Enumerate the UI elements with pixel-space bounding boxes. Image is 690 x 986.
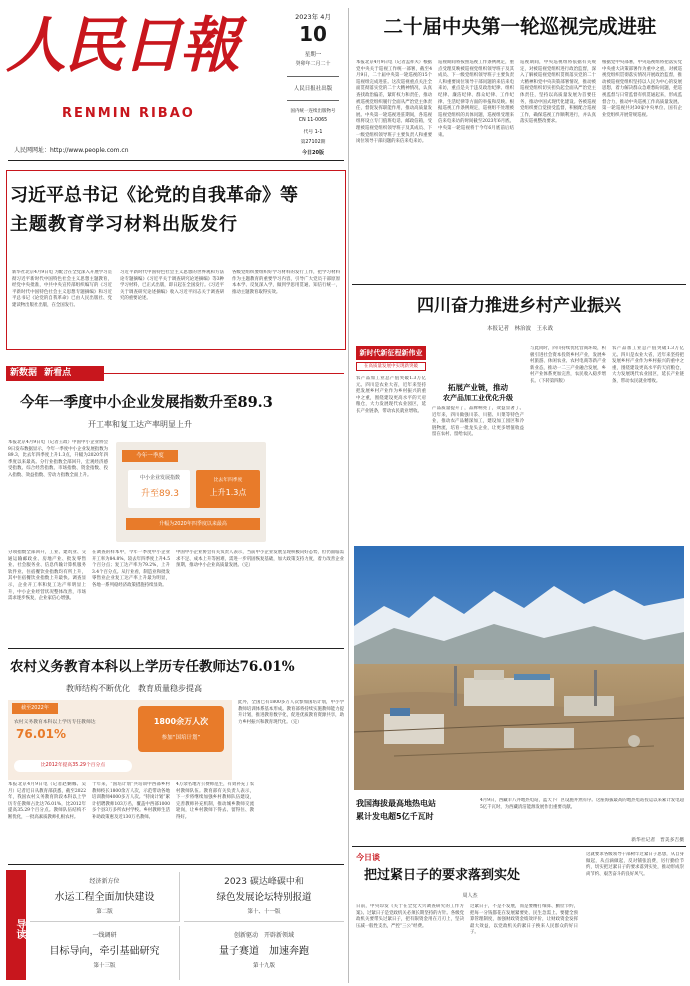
photo-caption-title-2: 累计发电超5亿千瓦时 — [356, 812, 434, 821]
issue-code: 代号 1-1 — [303, 130, 323, 135]
sichuan-banner-1: 新时代新征程新伟业 — [356, 346, 426, 360]
teacher-card-compare: 比2012年提高35.29个百分点 — [14, 760, 132, 772]
today-headline[interactable]: 把过紧日子的要求落到实处 — [364, 868, 521, 883]
guide-item-2-page: 第十、十一版 — [247, 909, 281, 915]
guide-item-1[interactable] — [30, 872, 180, 922]
teacher-subtitle: 教师结构不断优化 教育质量稳步提高 — [66, 684, 202, 693]
cn-number: CN 11-0065 — [298, 118, 328, 123]
photo-credit: 新华社记者 晋美多吉摄 — [631, 838, 684, 843]
guide-item-3[interactable] — [30, 926, 180, 980]
guide-label: 导读 — [6, 870, 26, 980]
teacher-col-2: 十年来，“国培计划”共培训中西部乡村教师校长1800余万人次，示范带动各地培训教师4000多万人次。“特岗计划”累计招聘教师103万名，覆盖中西部1000多个县3万多所农村学校。乡村教师生活补助政策惠及近130万名教师。 — [92, 782, 170, 820]
date-lunar: 癸卯年二月二十 — [295, 61, 331, 67]
sme-index-value: 升至89.3 — [140, 489, 180, 499]
sichuan-headline[interactable]: 四川奋力推进乡村产业振兴 — [417, 296, 621, 316]
section-tag-label-1: 新数据 — [10, 368, 38, 378]
date-day: 10 — [299, 22, 327, 46]
top-story-col-3: 各级党组织要组织好学习材料的发行工作，把学习材料作为主题教育的重要学习内容，引导广大党员干部原原本本学、反复深入学，做到学思用贯通、知信行统一，推动主题教育取得实效。 — [232, 270, 340, 295]
teacher-bubble — [138, 706, 224, 752]
guide-item-4[interactable] — [184, 926, 344, 980]
site-url[interactable]: 人民网网址：http://www.people.com.cn — [14, 147, 129, 154]
sme-note: 升幅为2020年四季度以来最高 — [126, 518, 260, 530]
lead-col-4: 根据党中央部署，中央巡视组将把落实党中央重大决策部署作为重中之重，对被巡视党组织贯彻落实情况开展政治监督，推动被巡视党组织坚持以人民为中心的发展思想，着力解决群众急难愁盼问题，把巡视监督与日常监督有机贯通起来，形成监督合力，推动中央巡视工作高质量发展。第一轮巡视共对30家中央单位、国有企业党组织开展常规巡视。 — [602, 60, 682, 118]
publisher: 人民日报社出版 — [293, 86, 333, 92]
sme-mom-value: 上升1.3点 — [209, 488, 247, 497]
sme-col-4: 中国中小企业协会有关负责人表示，当前中小企业发展呈现积极向好态势，但仍面临需求不足、成本上升等困难，需进一步巩固恢复基础，加大政策支持力度，着力改善企业预期，推动中小企业高质量发展。（完） — [176, 550, 344, 569]
guide-item-1-page: 第二版 — [96, 909, 113, 915]
top-story-title-2[interactable]: 主题教育学习材料出版发行 — [10, 214, 238, 235]
masthead-pinyin: RENMIN RIBAO — [62, 106, 195, 121]
sichuan-byline: 本报记者 林治波 王永战 — [486, 326, 553, 332]
teacher-col-3: 4万余名地方公费师范生，有效补充了农村教师队伍。教育部有关负责人表示，下一步将继续加强乡村教师队伍建设，完善教师补充机制，推动城乡教师交流轮岗，让乡村教师下得去、留得住、教得好。 — [176, 782, 254, 820]
teacher-headline[interactable]: 农村义务教育本科以上学历专任教师达76.01% — [10, 659, 295, 675]
sme-subtitle: 开工率和复工达产率明显上升 — [88, 420, 192, 429]
masthead-logo: 人民日報 — [6, 11, 238, 81]
sichuan-banner-2: 在高质量发展中实现新突破 — [356, 362, 426, 371]
today-label: 今日谈 — [356, 853, 380, 862]
lead-headline[interactable]: 二十届中央第一轮巡视完成进驻 — [383, 15, 657, 38]
sme-card-banner: 今年一季度 — [122, 450, 178, 462]
photo-caption-title-1: 我国海拔最高地热电站 — [356, 799, 436, 808]
guide-item-3-title: 目标导向，牵引基础研究 — [49, 946, 160, 957]
teacher-bubble-value: 1800余万人次 — [153, 717, 209, 726]
geothermal-photo — [354, 546, 684, 790]
page-count: 今日20版 — [302, 150, 324, 156]
guide-item-2[interactable] — [184, 872, 344, 922]
guide-item-3-page: 第十三版 — [93, 963, 116, 969]
today-author: 周人杰 — [462, 893, 478, 899]
today-col-2: 过紧日子，不是不发展，而是要精打细算、勤俭节约，把每一分钱都花在发展紧要处、民生急需上。要健全预算管理制度，加强财政资金绩效评价，让财政资金发挥最大效益，以党政机关的紧日子换来人民群众的好日子。 — [470, 904, 578, 936]
sichuan-col-2: 产品质量提升了，品牌响亮了，效益显著了。近年来，四川做强川茶、川猪、川菜等特色产业，推动农产品精深加工，建设加工园区和冷链物流，培育一批龙头企业，让更多增值收益留在农村、留给农民。 — [432, 406, 524, 438]
section-tag-label-2: 新看点 — [44, 368, 72, 378]
lead-col-3: 巡视期间，中央巡视组将依据有关规定，对被巡视党组织进行政治监督，深入了解被巡视党组织贯彻落实党的二十大精神和党中央决策部署情况，推动被巡视党组织切实担负起全面从严治党主体责任，坚持以高质量发展为首要任务，推动中国式现代化建设。各被巡视党组织要自觉接受监督，积极配合巡视工作，确保巡视工作顺利进行，并认真落实巡视整改要求。 — [520, 60, 596, 125]
teacher-bubble-label: 参加“国培计划” — [161, 735, 201, 741]
top-story-col-1: 新华社北京4月9日电 为配合在全党深入开展学习贯彻习近平新时代中国特色社会主义思想主题教育，经党中央批准，中共中央宣传部组织编写的《习近平新时代中国特色社会主义思想专题摘编》和习近平总书记《论党的自我革命》已由人民出版社、党建读物出版社出版，在全国发行。 — [12, 270, 112, 308]
teacher-col-1: 本报北京4月9日电（记者赵婀娜、吴月）记者近日从教育部获悉，截至2022年，我国农村义务教育阶段本科以上学历专任教师占比达76.01%，比2012年提高35.29个百分点。教师队伍结构不断优化，一批高素质教师扎根农村。 — [8, 782, 86, 820]
top-story-col-2: 习近平新时代中国特色社会主义思想的世界观和方法论专题摘编》《习近平关于调查研究论述摘编》等3种学习材料，已正式出版，即日起在全国发行。《习近平关于调查研究论述摘编》收入习近平同志关于调查研究的重要论述。 — [120, 270, 224, 302]
issue-number: 第27102期 — [300, 140, 326, 145]
top-story-title-1[interactable]: 习近平总书记《论党的自我革命》等 — [10, 185, 298, 206]
sichuan-col-4: 农产品加工业总产值突破1.3万亿元。四川是农业大省，近年来坚持把发展乡村产业作为乡村振兴的重中之重，围绕建设更高水平的天府粮仓，大力发展现代农业园区，延长产业链条，带动农民就业增收。 — [612, 346, 684, 384]
teacher-card-cap: 截至2022年 — [12, 703, 58, 714]
today-col-3: 这就要求各级领导干部树牢过紧日子思想，从自身做起，从点滴做起，反对铺张浪费，厉行勤俭节约，切实把过紧日子的要求落到实处，推动形成崇尚节约、艰苦奋斗的良好风气。 — [586, 852, 684, 877]
teacher-card-label: 农村义务教育本科以上学历专任教师达 — [14, 720, 96, 725]
guide-item-4-title: 量子赛道 加速奔跑 — [219, 946, 309, 957]
sme-headline[interactable]: 今年一季度中小企业发展指数升至89.3 — [20, 394, 273, 411]
date-year-month: 2023年 4月 — [295, 13, 331, 21]
photo-caption-text: 4月9日，西藏羊八井地热电站，蓝天下厂区设施井然有序。这座海拔最高的地热电站投运以来累计发电超5亿千瓦时，为西藏清洁能源发展作出重要贡献。 — [480, 798, 684, 810]
sichuan-col-1: 农产品加工业总产值突破1.3万亿元。四川是农业大省，近年来坚持把发展乡村产业作为乡村振兴的重中之重，围绕建设更高水平的天府粮仓，大力发展现代农业园区，延长产业链条，带动农民就业增收。 — [356, 376, 426, 414]
cn-label: 国内统一连续出版物号 — [290, 109, 336, 114]
sme-col-2: 分项指数全部回升，工业、建筑业、交通运输邮政业、房地产业、批发零售业、社会服务业、信息传输计算机服务软件业、住宿餐饮业指数均有所上升，其中住宿餐饮业指数上升最快。调查显示，企业开工率和复工达产率明显上升，中小企业经营状况整体改善，市场需求逐步恢复，企业家信心增强。 — [8, 550, 86, 602]
sme-col-3: 在调查的样本中，今年一季度中小企业开工率为84.8%，较去年四季度上升4.5个百分点；复工达产率为79.2%，上升3.4个百分点。从行业看，制造业和批发零售业企业复工达产率上升最为明显，各地一系列稳经济政策措施持续显效。 — [92, 550, 170, 588]
lead-col-2: 巡视期间将按照巡视工作条例规定，重点受理反映被巡视党组织领导班子及其成员、下一级党组织领导班子主要负责人和重要岗位领导干部问题的来信来电来访，重点是关于违反政治纪律、组织纪律、廉洁纪律、群众纪律、工作纪律、生活纪律等方面的举报和反映。根据巡视工作条例规定，巡视组不处理被巡视党组织的具体问题，巡视组受理来信来电来访的时间截至2023年6月底。中央第一轮巡视将于今年6月底前后结束。 — [438, 60, 514, 138]
guide-item-1-title: 水运工程全面加快建设 — [54, 892, 155, 903]
sme-index-label: 中小企业发展指数 — [139, 475, 180, 481]
guide-item-2-title: 绿色发展论坛特别报道 — [216, 892, 312, 903]
section-tag — [6, 366, 104, 381]
guide-item-2-kicker: 2023 碳达峰碳中和 — [224, 877, 304, 887]
lead-col-1: 本报北京4月9日电（记者孟祥夫）根据党中央关于巡视工作统一部署，截至4月9日，二十届中央第一轮巡视的15个巡视组完成进驻。这次巡视重点关注全面贯彻落实党的二十大精神情况，认真查找政治偏差，紧盯权力和责任，推动被巡视党组织履行全面从严治党主体责任，督促发挥职能作用，推动高质量发展。中央第一轮巡视进驻期间，各巡视组将设立专门值班电话、邮政信箱，受理被巡视党组织领导班子及其成员、下一级党组织领导班子主要负责人和重要岗位领导干部问题的来信来电来访。 — [356, 60, 432, 145]
sme-mom-label: 比去年四季度 — [213, 478, 243, 483]
sichuan-sec-title-1: 拓展产业链，推动 — [448, 383, 508, 392]
guide-item-4-page: 第十九版 — [252, 963, 275, 969]
guide-item-1-kicker: 经济新方位 — [89, 878, 120, 885]
sme-col-1: 本报北京4月9日电（记者王政）中国中小企业协会9日发布数据显示，今年一季度中小企业发展指数为89.3，比去年四季度上升1.3点，升幅为2020年四季度以来最高。分行业指数全部回升，宏观经济感受指数、综合经营指数、市场指数、资金指数、投入指数、效益指数、劳动力指数全面上升。 — [8, 440, 108, 478]
teacher-card-value: 76.01% — [16, 727, 66, 741]
teacher-col-4: 此外，全国已有1800多万人次参加国培计划，中小学教师培训体系基本形成。教育部将持续实施教师能力提升计划，推进教育数字化，促进优质教育资源共享，助力乡村振兴和教育现代化。（完） — [238, 700, 344, 725]
date-weekday: 星期一 — [304, 52, 322, 58]
guide-item-4-kicker: 创新驱动 开辟新领域 — [233, 932, 294, 939]
sichuan-col-3: 与此同时，四川持续优化营商环境，积极引进社会资本投资乡村产业，发展乡村旅游、休闲农业、农村电商等新产业新业态，推动一二三产业融合发展，乡村产业体系更加完善，农民收入稳步增长。（下转第四版） — [530, 346, 606, 384]
today-col-1: 日前，中央印发《关于在全党大兴调查研究的工作方案》。过紧日子是党政机关必须长期坚持的方针。各级党政机关要带头过紧日子，把有限资金用在刀刃上，坚决压减一般性支出，严控“三公”经费。 — [356, 904, 464, 929]
guide-item-3-kicker: 一线调研 — [92, 932, 117, 939]
sichuan-sec-title-2: 农产品加工业优化升级 — [443, 394, 513, 402]
